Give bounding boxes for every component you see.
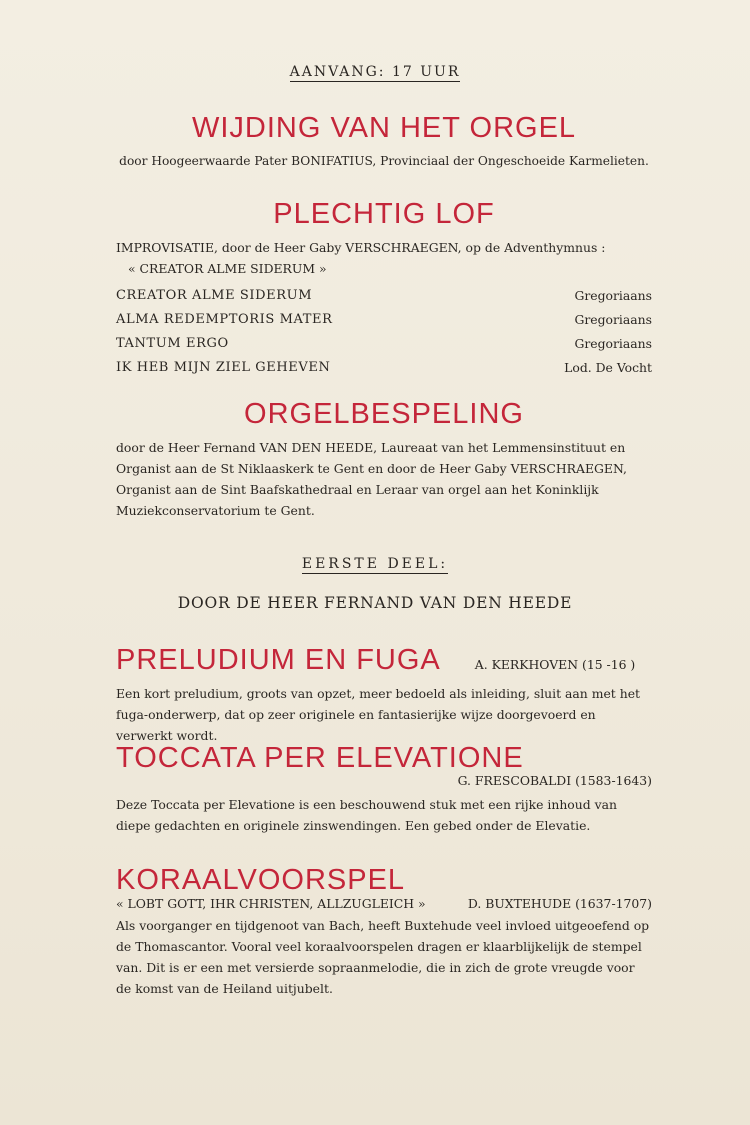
start-time: AANVANG: 17 UUR: [289, 64, 461, 80]
piece-preludium: [116, 644, 652, 746]
piece-toccata: [116, 742, 652, 836]
piece-description: Als voorganger en tijdgenoot van Bach, heeft Buxtehude veel invloed uitgeoefend op de Thomascantor. Vooral veel koraalvoorspelen dragen er klaarblijkelijk de stempel van. Dit is er een met versierde sopraanmelodie, die in zich de grote vreugde voor de komst van de Heiland uitjubelt.: [116, 918, 650, 996]
orgel-text: door de Heer Fernand VAN DEN HEEDE, Laureaat van het Lemmensinstituut en Organist aan de St Niklaaskerk te Gent en door de Heer Gaby VERSCHRAEGEN, Organist aan de Sint Baafskathedraal en Leraar van orgel aan het Koninklijk Muziekconservatorium te Gent.: [116, 440, 627, 518]
piece-composer: D. BUXTEHUDE (1637-1707): [467, 896, 652, 911]
piece-title: KORAALVOORSPEL: [116, 864, 406, 896]
orgel-title: ORGELBESPELING: [244, 398, 524, 430]
list-item: [116, 355, 652, 379]
piece-title: TOCCATA PER ELEVATIONE: [116, 742, 524, 774]
eerste-deel-subtitle: DOOR DE HEER FERNAND VAN DEN HEEDE: [177, 594, 573, 612]
piece-header: [116, 644, 652, 677]
eerste-deel-label: EERSTE DEEL:: [301, 556, 449, 572]
lof-intro-line2: « CREATOR ALME SIDERUM »: [128, 261, 327, 276]
piece-composer: A. KERKHOVEN (15 -16 ): [474, 657, 636, 672]
list-item: [116, 331, 652, 355]
wijding-title: WIJDING VAN HET ORGEL: [191, 112, 577, 144]
piece-composer: G. FRESCOBALDI (1583-1643): [457, 773, 652, 788]
item-title: CREATOR ALME SIDERUM: [116, 287, 313, 303]
item-title: IK HEB MIJN ZIEL GEHEVEN: [116, 359, 331, 375]
wijding-text: door Hoogeerwaarde Pater BONIFATIUS, Provinciaal der Ongeschoeide Karmelieten.: [119, 154, 649, 168]
lof-section: [116, 198, 652, 379]
item-composer: Gregoriaans: [574, 287, 652, 303]
item-composer: Gregoriaans: [574, 335, 652, 351]
piece-description: Deze Toccata per Elevatione is een beschouwend stuk met een rijke inhoud van diepe gedachten en originele zinswendingen. Een gebed onder de Elevatie.: [116, 797, 617, 833]
wijding-section: [116, 112, 652, 172]
item-title: TANTUM ERGO: [116, 335, 229, 351]
piece-subtitle: « LOBT GOTT, IHR CHRISTEN, ALLZUGLEICH »: [116, 896, 426, 911]
item-title: ALMA REDEMPTORIS MATER: [116, 311, 333, 327]
lof-title: PLECHTIG LOF: [273, 198, 495, 230]
list-item: [116, 307, 652, 331]
piece-koraalvoorspel: [116, 864, 652, 999]
orgel-section: [116, 398, 652, 521]
list-item: [116, 283, 652, 307]
item-composer: Lod. De Vocht: [564, 359, 652, 375]
lof-list: [116, 283, 652, 379]
lof-intro-line1: IMPROVISATIE, door de Heer Gaby VERSCHRAEGEN, op de Adventhymnus :: [116, 240, 606, 255]
item-composer: Gregoriaans: [574, 311, 652, 327]
piece-description: Een kort preludium, groots van opzet, meer bedoeld als inleiding, sluit aan met het fuga-onderwerp, dat op zeer originele en fantasierijke wijze doorgevoerd en verwerkt wordt.: [116, 686, 641, 743]
piece-title: PRELUDIUM EN FUGA: [116, 644, 441, 676]
piece-subtitle-row: [116, 896, 652, 911]
